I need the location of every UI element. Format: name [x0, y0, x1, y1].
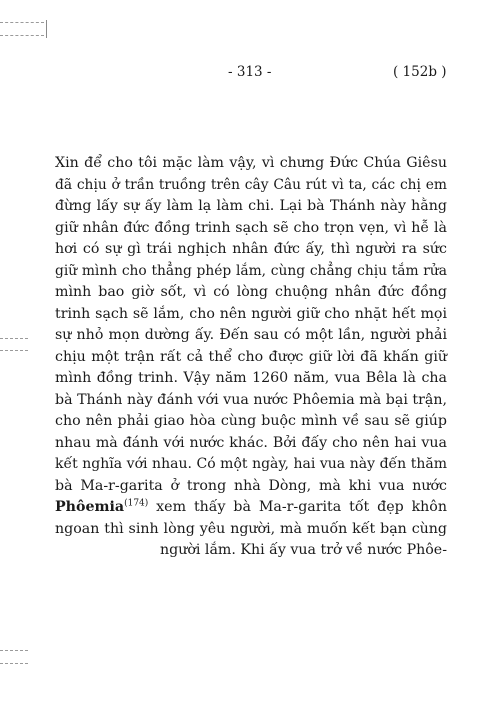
text-line: mình bao giờ sốt, vì có lòng chuộng nhân đức đồng [55, 284, 447, 300]
text-line: đã chịu ở trần truồng trên cây Câu rút vì ta, các chị em [55, 176, 447, 193]
text-line: nhau mà đánh với nước khác. Bởi đấy cho nên hai vua [55, 434, 447, 451]
text-line: chịu một trận rất cả thể cho được giữ lời đã khấn giữ [55, 348, 447, 365]
scan-mark-bottom-left [0, 650, 28, 651]
text-line: bà Ma-r-garita ở trong nhà Dòng, mà khi vua nước [55, 477, 447, 494]
text-line-rest: xem thấy bà Ma-r-garita tốt đẹp khôn [148, 499, 447, 515]
text-line: ngoan thì sinh lòng yêu người, mà muốn kết bạn cùng [55, 520, 447, 537]
folio-number: ( 152b ) [393, 64, 447, 80]
body-text [55, 153, 447, 562]
text-line: Xin để cho tôi mặc làm vậy, vì chưng Đức Chúa Giêsu [55, 155, 447, 171]
scan-mark-top-left-edge [46, 20, 47, 38]
text-line-with-footnote [55, 497, 447, 519]
text-line: cho nên phải giao hòa cùng buộc mình về sau sẽ giúp [55, 413, 447, 429]
scan-mark-mid-left-2 [0, 350, 28, 351]
text-line: giữ mình cho thẳng phép lắm, cùng chẳng chịu tắm rửa [55, 262, 447, 279]
page-number: - 313 - [228, 64, 272, 80]
scan-mark-mid-left [0, 338, 28, 339]
page-header [0, 64, 497, 84]
text-line: hơi có sự gì trái nghịch nhân đức ấy, thì người ra sức [55, 241, 447, 257]
country-name-bold: Phôemia [55, 499, 125, 515]
text-line: bà Thánh này đánh với vua nước Phôemia mà bại trận, [55, 391, 447, 408]
text-line: trinh sạch sẽ lắm, cho nên người giữ cho nhặt hết mọi [55, 305, 447, 322]
scan-mark-top-left [0, 22, 44, 23]
text-line: kết nghĩa với nhau. Có một ngày, hai vua này đến thăm [55, 456, 447, 472]
text-line-last: người lắm. Khi ấy vua trở về nước Phôe- [159, 542, 447, 558]
text-line: sự nhỏ mọn dường ấy. Đến sau có một lần, người phải [55, 327, 447, 343]
footnote-reference: (174) [124, 498, 149, 509]
text-line: giữ nhân đức đồng trinh sạch sẽ cho trọn vẹn, vì hễ là [55, 219, 447, 236]
scan-mark-top-left-2 [0, 35, 44, 36]
scan-mark-bottom-left-2 [0, 663, 28, 664]
text-line: đừng lấy sự ấy làm lạ làm chi. Lại bà Thánh này hằng [55, 198, 447, 214]
text-line: mình đồng trinh. Vậy năm 1260 năm, vua Bêla là cha [55, 370, 447, 386]
